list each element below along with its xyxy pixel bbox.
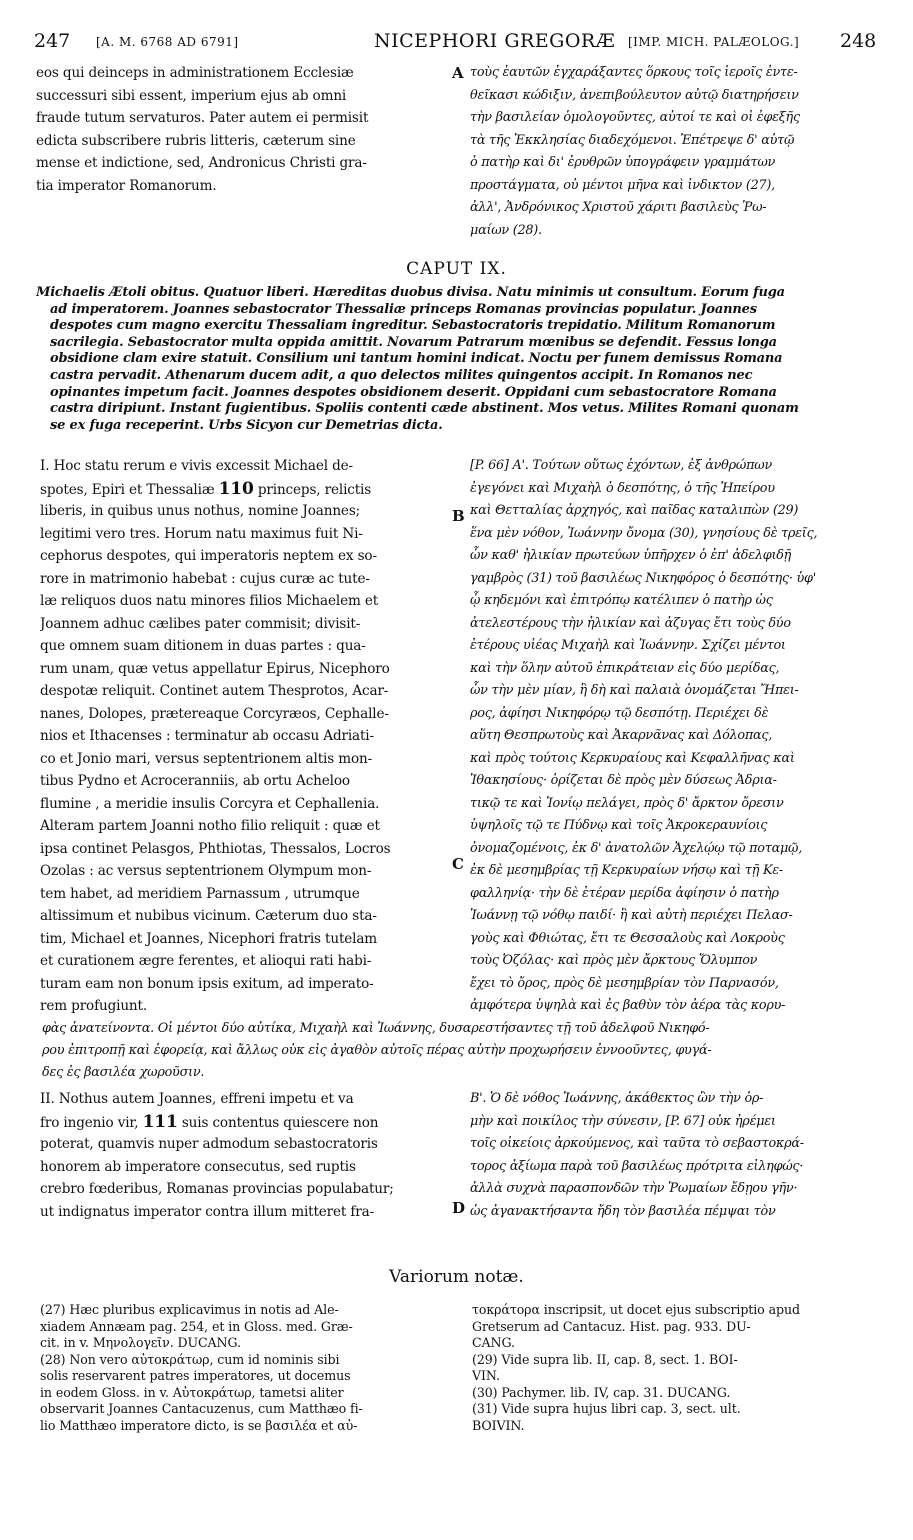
text-line: ἀμφότερα ὑψηλὰ καὶ ἐς βαθὺν τὸν ἀέρα τὰς κορυ- (470, 998, 786, 1013)
text-line: ut indignatus imperator contra illum mitteret fra- (40, 1203, 375, 1220)
text-line: poterat, quamvis nuper admodum sebastocratoris (40, 1136, 378, 1152)
notes-right-column (472, 1302, 882, 1434)
note-line: BOIVIN. (472, 1417, 525, 1433)
note-line: cit. in v. Μηνολογεῖν. DUCANG. (40, 1335, 241, 1350)
text-line: μαίων (28). (470, 222, 542, 238)
margin-letter-d: D (452, 1199, 466, 1217)
text-line: ρος, ἀφίησι Νικηφόρῳ τῷ δεσπότῃ. Περιέχει δὲ (470, 705, 769, 721)
text-line: legitimi vero tres. Horum natu maximus fuit Ni- (40, 525, 363, 542)
text-fragment: suis contentus quiescere non (177, 1114, 379, 1131)
text-line: ἑτέρους υἱέας Μιχαὴλ καὶ Ἰωάννην. Σχίζει μέντοι (470, 638, 786, 653)
text-line: ἀλλὰ συχνὰ παρασπονδῶν τὴν Ῥωμαίων ἔδῃου γῆν· (470, 1181, 798, 1196)
text-line: Joannem adhuc cælibes pater commisit; divisit- (40, 615, 361, 632)
text-line: γαμβρὸς (31) τοῦ βασιλέως Νικηφόρος ὁ δεσπότης· ὑφ' (470, 570, 817, 586)
chapter-summary (36, 285, 881, 434)
text-line: Ἰθακησίους· ὁρίζεται δὲ πρὸς μὲν δύσεως Ἀδρια- (470, 773, 777, 788)
text-line: turam eam non bonum ipsis exitum, ad imperato- (40, 975, 374, 992)
text-line: τοὺς Ὀζόλας· καὶ πρὸς μὲν ἄρκτους Ὄλυμπον (470, 953, 758, 968)
summary-line: se ex fuga receperint. Urbs Sicyon cur Demetrias dicta. (50, 417, 443, 433)
margin-letter-c: C (452, 855, 464, 873)
note-line: (30) Pachymer. lib. IV, cap. 31. DUCANG. (472, 1384, 731, 1400)
section-2-latin-column (40, 1088, 452, 1223)
text-line: ἀλλ', Ἀνδρόνικος Χριστοῦ χάριτι βασιλεὺς Ῥω- (470, 200, 767, 215)
text-line: ὡς ἀγανακτήσαντα ἤδη τὸν βασιλέα πέμψαι τὸν (470, 1203, 776, 1219)
summary-line: opinantes impetum facit. Joannes despotes obsidionem deserit. Oppidani cum sebastocratore Romana (50, 384, 777, 400)
text-line: fraude tutum servaturos. Pater autem ei permisit (36, 110, 369, 126)
text-line: τὴν βασιλείαν ὁμολογοῦντες, αὐτοί τε καὶ οἱ ἐφεξῆς (470, 110, 800, 125)
text-line: θεῖκασι κώδιξιν, ἀνεπιβούλευτον αὐτῷ διατηρήσειν (470, 87, 799, 103)
text-line: mense et indictione, sed, Andronicus Christi gra- (36, 155, 367, 171)
text-line: καὶ πρὸς τούτοις Κερκυραίους καὶ Κεφαλλῆνας καὶ (470, 750, 795, 766)
notes-heading: Variorum notæ. (389, 1267, 524, 1287)
note-line: lio Matthæo imperatore dicto, is se βασιλέα et αὐ- (40, 1417, 358, 1433)
full-width-greek (42, 1018, 884, 1084)
top-latin-column (36, 62, 456, 197)
text-line: ἀτελεστέρους τὴν ἡλικίαν καὶ ἀζυγας ἔτι τοὺς δύο (470, 615, 791, 631)
text-line: τὰ τῆς Ἐκκλησίας διαδεχόμενοι. Ἐπέτρεψε δ' αὐτῷ (470, 132, 795, 148)
summary-line: ad imperatorem. Joannes sebastocrator Thessaliæ princeps Romanas provincias populatur. Joannes (50, 301, 757, 317)
text-line: ρου ἐπιτροπῇ καὶ ἐφορείᾳ, καὶ ἄλλως οὐκ εἰς ἀγαθὸν αὐτοῖς πέρας αὐτὴν προχωρήσειν ἐννοοῦντες, φυγά- (42, 1043, 712, 1058)
text-line: ὑψηλοῖς τῷ τε Πύδνῳ καὶ τοῖς Ἀκροκεραυνίοις (470, 818, 768, 833)
text-line: co et Jonio mari, versus septentrionem altis mon- (40, 750, 373, 767)
note-line: τοκράτορα inscripsit, ut docet ejus subscriptio apud (472, 1302, 800, 1317)
text-line: ᾧ κηδεμόνι καὶ ἐπιτρόπῳ κατέλιπεν ὁ πατὴρ ὡς (470, 593, 773, 608)
text-line: μὴν καὶ ποικίλος τὴν σύνεσιν, [P. 67] οὐκ ἠρέμει (470, 1113, 776, 1129)
text-line: liberis, in quibus unus nothus, nomine Joannes; (40, 503, 361, 519)
note-line: (28) Non vero αὐτοκράτωρ, cum id nominis sibi (40, 1351, 340, 1367)
text-line: tem habet, ad meridiem Parnassum , utrumque (40, 885, 360, 902)
note-line: Gretserum ad Cantacuz. Hist. pag. 933. DU- (472, 1318, 751, 1334)
text-line: que omnem suam ditionem in duas partes : qua- (40, 638, 366, 654)
section-2-greek-column (470, 1088, 882, 1223)
text-line: δες ἐς βασιλέα χωροῦσιν. (42, 1065, 205, 1080)
text-line: despotæ reliquit. Continet autem Thesprotos, Acar- (40, 683, 389, 699)
text-line: rore in matrimonio habebat : cujus curæ ac tute- (40, 570, 370, 587)
section-1-greek-column (470, 455, 882, 1018)
text-line: Β'. Ὁ δὲ νόθος Ἰωάννης, ἀκάθεκτος ὢν τὴν ὁρ- (470, 1091, 764, 1106)
text-line: τοὺς ἑαυτῶν ἐγχαράξαντες ὅρκους τοῖς ἱεροῖς ἐντε- (470, 65, 798, 80)
text-line: I. Hoc statu rerum e vivis excessit Michael de- (40, 458, 353, 474)
summary-line: castra diripiunt. Instant fugientibus. Spoliis contenti cæde abstinent. Mos vetus. Milites Romani quonam (50, 401, 799, 417)
note-line: CANG. (472, 1335, 515, 1350)
text-fragment: spotes, Epiri et Thessaliæ (40, 481, 219, 498)
page-number-left: 247 (34, 30, 71, 52)
text-line: τικῷ τε καὶ Ἰονίῳ πελάγει, πρὸς δ' ἄρκτον ὄρεσιν (470, 795, 784, 811)
note-line: VIN. (472, 1368, 500, 1383)
text-line: τοῖς οἰκείοις ἀρκούμενος, καὶ ταῦτα τὸ σεβαστοκρά- (470, 1136, 804, 1151)
text-line: honorem ab imperatore consecutus, sed ruptis (40, 1158, 356, 1175)
header-title: NICEPHORI GREGORÆ (374, 30, 616, 52)
text-line: ὀνομαζομένοις, ἐκ δ' ἀνατολῶν Ἀχελῴῳ τῷ ποταμῷ, (470, 840, 803, 856)
page-number-right: 248 (840, 30, 877, 52)
text-line: τορος ἀξίωμα παρὰ τοῦ βασιλέως πρότριτα εἰληφώς· (470, 1158, 804, 1174)
text-line: cephorus despotes, qui imperatoris neptem ex so- (40, 548, 377, 564)
text-fragment: princeps, relictis (253, 481, 372, 498)
note-line: xiadem Annæam pag. 254, et in Gloss. med. Græ- (40, 1318, 353, 1334)
summary-line: castra pervadit. Athenarum ducem adit, a quo delectos milites quingentos accipit. In Romanos nec (50, 367, 753, 383)
summary-line: obsidione clam exire statuit. Consilium uni tantum homini indicat. Noctu per funem demissus Romana (50, 351, 783, 367)
text-line: Ἰωάννῃ τῷ νόθῳ παιδί· ἣ καὶ αὐτὴ περιέχει Πελασ- (470, 908, 793, 923)
text-line: φαλληνίᾳ· τὴν δὲ ἑτέραν μερίδα ἀφίησιν ὁ πατὴρ (470, 885, 779, 901)
text-line: rem profugiunt. (40, 998, 148, 1014)
text-fragment: fro ingenio vir, (40, 1114, 143, 1131)
text-line: ἔχει τὸ ὄρος, πρὸς δὲ μεσημβρίαν τὸν Παρνασόν, (470, 975, 779, 991)
text-line: nanes, Dolopes, prætereaque Corcyræos, Cephalle- (40, 705, 389, 722)
text-line: successuri sibi essent, imperium ejus ab omni (36, 87, 347, 104)
text-line: ὧν τὴν μὲν μίαν, ἣ δὴ καὶ παλαιὰ ὀνομάζεται Ἤπει- (470, 683, 799, 698)
note-line: in eodem Gloss. in v. Αὐτοκράτωρ, tametsi aliter (40, 1384, 344, 1400)
text-line: ὧν καθ' ἡλικίαν πρωτεύων ὑπῆρχεν ὁ ἐπ' ἀδελφιδῇ (470, 548, 792, 563)
text-line: προστάγματα, οὐ μέντοι μῆνα καὶ ἰνδικτον (27), (470, 177, 775, 193)
header-date-left: [A. M. 6768 AD 6791] (96, 35, 239, 49)
summary-line: despotes cum magno exercitu Thessaliam ingreditur. Sebastocratoris trepidatio. Militum Romanorum (50, 318, 776, 334)
text-line: γοὺς καὶ Φθιώτας, ἔτι τε Θεσσαλοὺς καὶ Λοκροὺς (470, 930, 785, 946)
note-line: observarit Joannes Cantacuzenus, cum Matthæo fi- (40, 1401, 363, 1416)
summary-line: Michaelis Ætoli obitus. Quatuor liberi. Hæreditas duobus divisa. Natu minimis ut consultum. Eorum fuga (36, 285, 785, 300)
notes-left-column (40, 1302, 456, 1434)
text-line: altissimum et nubibus vicinum. Cæterum duo sta- (40, 908, 377, 924)
text-line: flumine , a meridie insulis Corcyra et Cephallenia. (40, 795, 380, 812)
text-line: nios et Ithacenses : terminatur ab occasu Adriati- (40, 728, 374, 744)
page-marker: 111 (142, 1111, 178, 1132)
note-line: (31) Vide supra hujus libri cap. 3, sect. ult. (472, 1401, 741, 1416)
note-line: solis reservarent patres imperatores, ut docemus (40, 1368, 351, 1383)
summary-line: sacrilegia. Sebastocrator multa oppida amittit. Novarum Patrarum mœnibus se defendit. Fessus longa (50, 334, 777, 350)
section-1-latin-column (40, 455, 452, 1018)
text-line: ipsa continet Pelasgos, Phthiotas, Thessalos, Locros (40, 840, 391, 857)
text-line: tim, Michael et Joannes, Nicephori fratris tutelam (40, 930, 378, 947)
text-line: et curationem ægre ferentes, et alioqui rati habi- (40, 953, 372, 969)
text-line: αὕτη Θεσπρωτοὺς καὶ Ἀκαρνᾶνας καὶ Δόλοπας, (470, 728, 773, 743)
text-line: φὰς ἀνατείνοντα. Οἱ μέντοι δύο αὐτίκα, Μιχαὴλ καὶ Ἰωάννης, δυσαρεστήσαντες τῇ τοῦ ἀδελφοῦ Νικηφό- (42, 1021, 710, 1036)
text-line: ὁ πατὴρ καὶ δι' ἐρυθρῶν ὑπογράφειν γραμμάτων (470, 155, 776, 170)
text-line: tibus Pydno et Acroceranniis, ab ortu Acheloo (40, 773, 350, 789)
text-line: Ozolas : ac versus septentrionem Olympum mon- (40, 863, 372, 879)
text-line (40, 1111, 452, 1134)
text-line: Alteram partem Joanni notho filio reliquit : quæ et (40, 818, 380, 834)
header-section-right: [IMP. MICH. PALÆOLOG.] (628, 35, 800, 49)
text-line: tia imperator Romanorum. (36, 177, 217, 194)
note-line: (29) Vide supra lib. II, cap. 8, sect. 1. BOI- (472, 1351, 738, 1367)
text-line (40, 478, 452, 501)
text-line: rum unam, quæ vetus appellatur Epirus, Nicephoro (40, 660, 390, 677)
text-line: καὶ τὴν ὅλην αὐτοῦ ἐπικράτειαν εἰς δύο μερίδας, (470, 660, 780, 676)
page-marker: 110 (218, 478, 254, 499)
top-greek-column (470, 62, 882, 242)
text-line: ἕνα μὲν νόθον, Ἰωάννην ὄνομα (30), γνησίους δὲ τρεῖς, (470, 525, 818, 541)
text-line: eos qui deinceps in administrationem Ecclesiæ (36, 65, 354, 81)
text-line: ἐκ δὲ μεσημβρίας τῇ Κερκυραίων νήσῳ καὶ τῇ Κε- (470, 863, 783, 878)
text-line: crebro fœderibus, Romanas provincias populabatur; (40, 1181, 394, 1197)
text-line: læ reliquos duos natu minores filios Michaelem et (40, 593, 379, 609)
note-line: (27) Hæc pluribus explicavimus in notis ad Ale- (40, 1302, 339, 1317)
text-line: ἐγεγόνει καὶ Μιχαὴλ ὁ δεσπότης, ὁ τῆς Ἠπείρου (470, 480, 775, 496)
text-line: II. Nothus autem Joannes, effreni impetu et va (40, 1091, 354, 1107)
text-line: edicta subscribere rubris litteris, cæterum sine (36, 132, 356, 149)
running-header (34, 30, 879, 56)
chapter-heading: CAPUT IX. (406, 259, 507, 279)
margin-letter-b: B (452, 507, 465, 525)
text-line: [P. 66] Α'. Τούτων οὕτως ἐχόντων, ἐξ ἀνθρώπων (470, 458, 772, 473)
margin-letter-a: A (452, 64, 464, 82)
text-line: καὶ Θετταλίας ἀρχηγός, καὶ παῖδας καταλιπὼν (29) (470, 503, 799, 518)
